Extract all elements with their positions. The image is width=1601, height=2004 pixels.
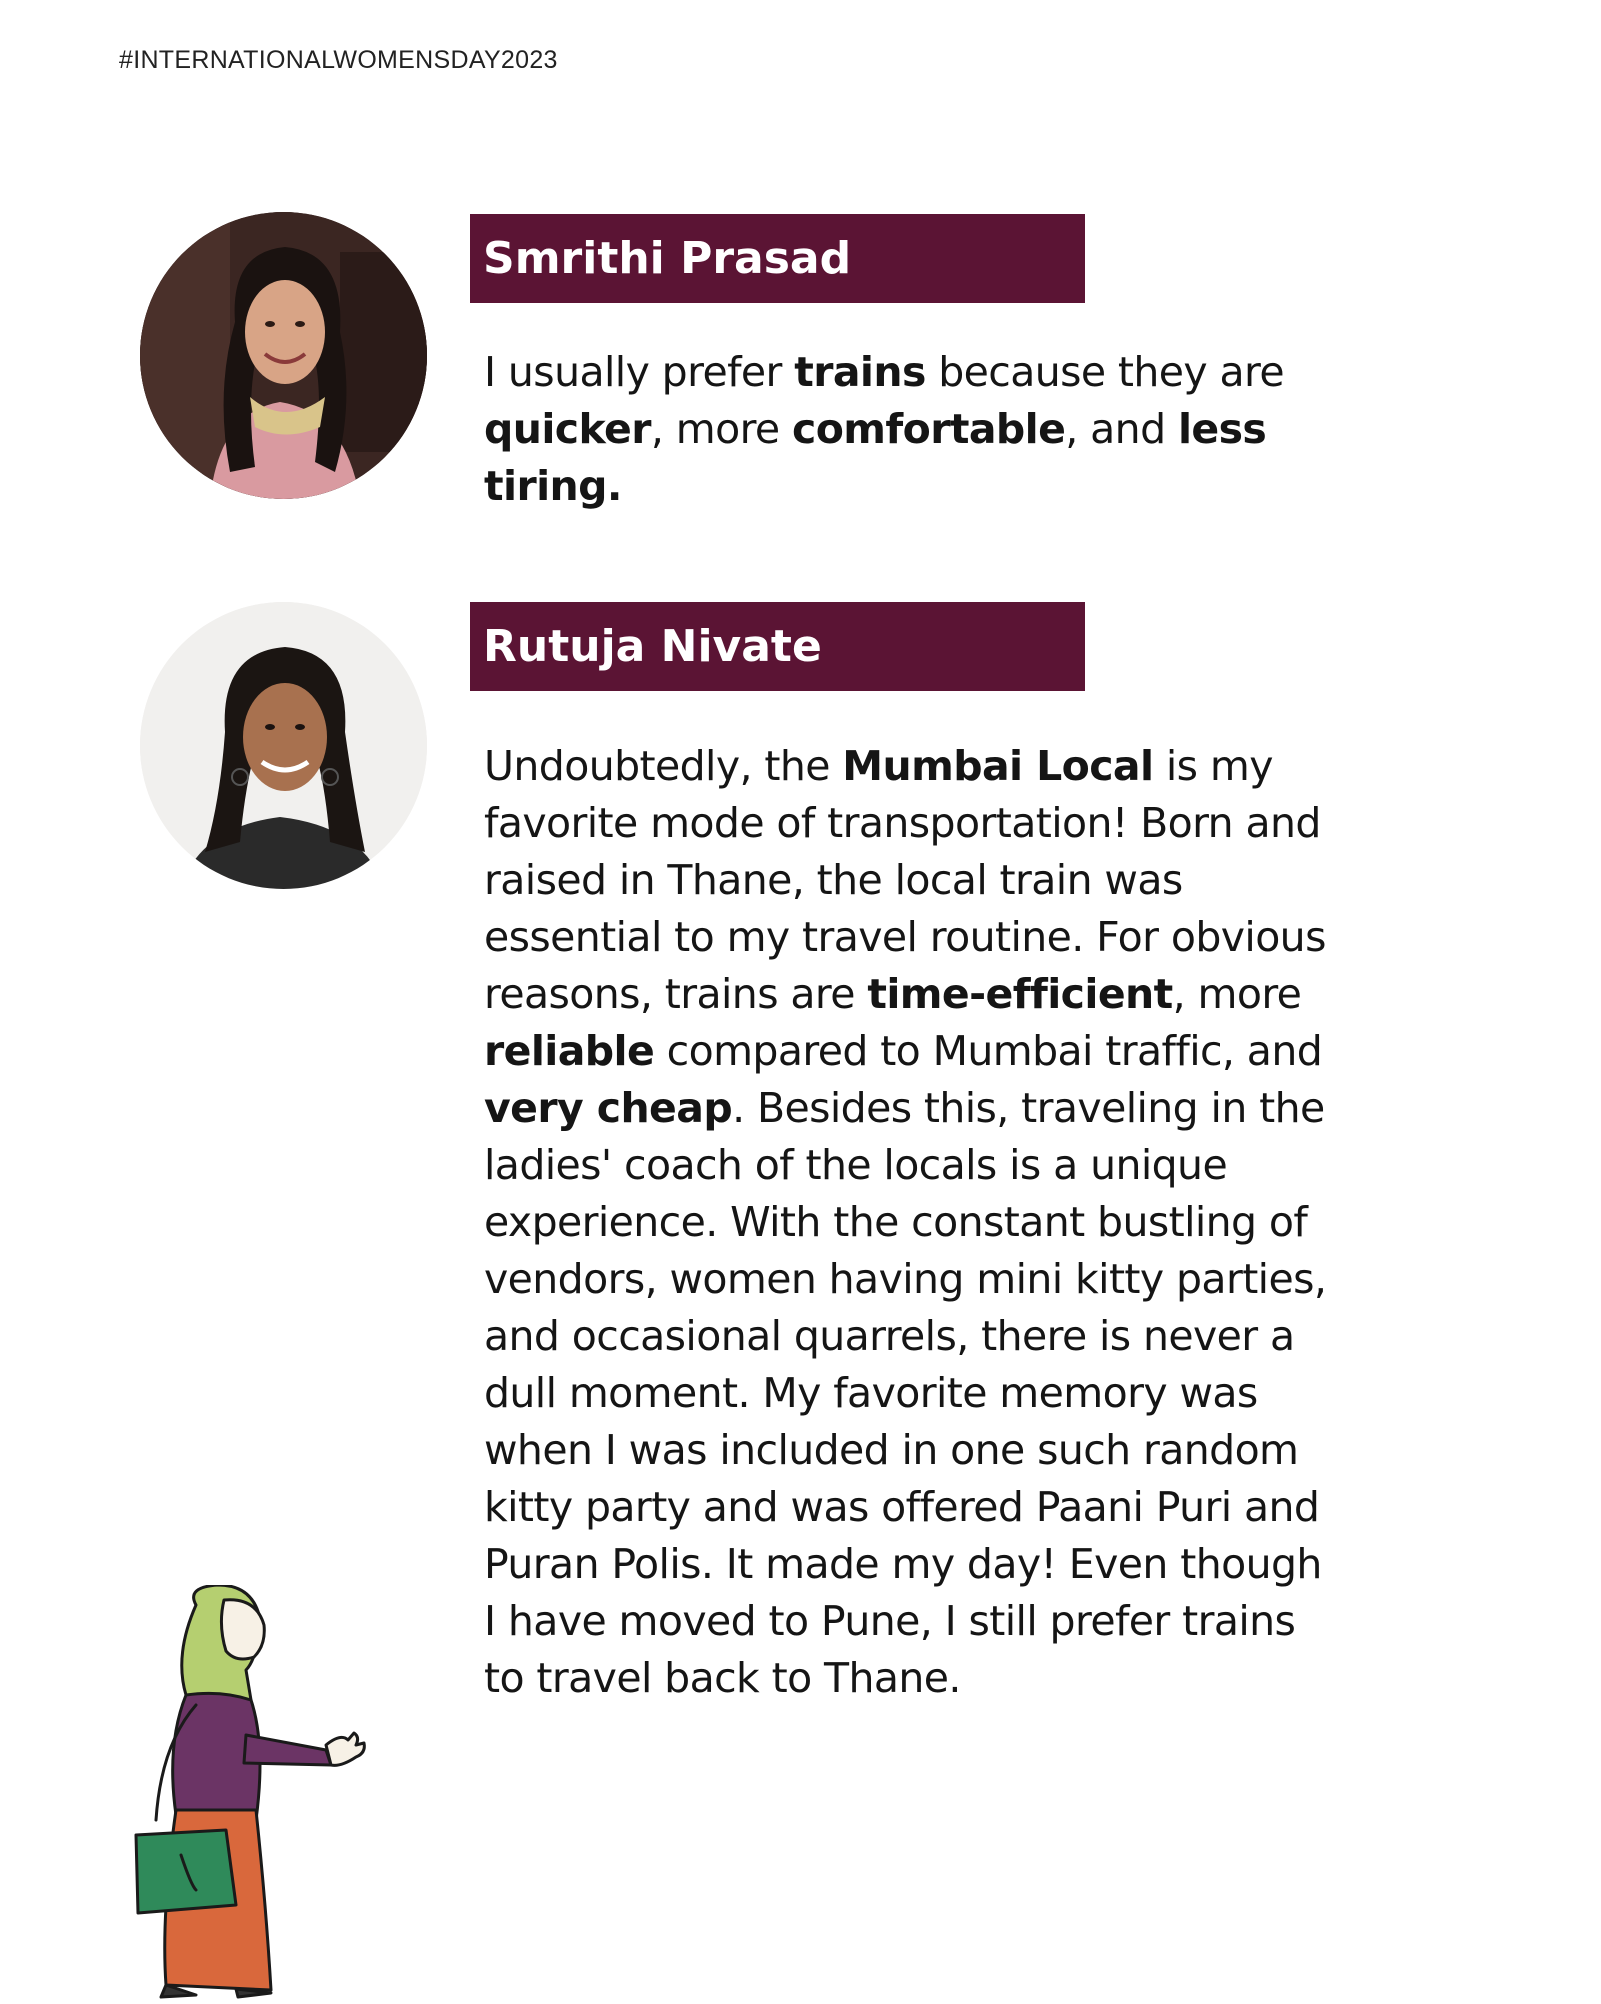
quote-line	[484, 1251, 1326, 1308]
quote-line	[484, 1593, 1326, 1650]
quote-text: Puran Polis. It made my day! Even though	[484, 1540, 1322, 1588]
quote-text: dull moment. My favorite memory was	[484, 1369, 1258, 1417]
quote-text: reasons, trains are	[484, 970, 868, 1018]
quote-text: because they are	[925, 348, 1285, 396]
quote-line	[484, 1137, 1326, 1194]
testimonial-name: Smrithi Prasad	[483, 233, 852, 284]
name-bar-smrithi-prasad	[470, 214, 1085, 303]
quote-text: when I was included in one such random	[484, 1426, 1299, 1474]
quote-text: , more	[1172, 970, 1302, 1018]
quote-text: , more	[650, 405, 792, 453]
quote-bold-text: less	[1177, 405, 1267, 453]
quote-line	[484, 344, 1284, 401]
testimonial-name: Rutuja Nivate	[483, 621, 822, 672]
quote-text: ladies' coach of the locals is a unique	[484, 1141, 1228, 1189]
name-bar-rutuja-nivate	[470, 602, 1085, 691]
portrait-woman-1	[140, 212, 427, 499]
testimonial-quote-smrithi	[484, 344, 1284, 515]
quote-line	[484, 852, 1326, 909]
quote-line	[484, 738, 1326, 795]
portrait-woman-2	[140, 602, 427, 889]
quote-text: favorite mode of transportation! Born and	[484, 799, 1321, 847]
quote-bold-text: reliable	[484, 1027, 655, 1075]
testimonial-quote-rutuja	[484, 738, 1326, 1707]
quote-bold-text: tiring.	[484, 462, 622, 510]
quote-bold-text: very cheap	[484, 1084, 733, 1132]
quote-line	[484, 1365, 1326, 1422]
quote-bold-text: comfortable	[792, 405, 1066, 453]
quote-line	[484, 966, 1326, 1023]
quote-text: to travel back to Thane.	[484, 1654, 961, 1702]
quote-line	[484, 909, 1326, 966]
quote-line	[484, 401, 1284, 458]
quote-line	[484, 1422, 1326, 1479]
quote-text: and occasional quarrels, there is never a	[484, 1312, 1295, 1360]
quote-line	[484, 458, 1284, 515]
avatar-rutuja-nivate	[140, 602, 427, 889]
quote-line	[484, 795, 1326, 852]
quote-line	[484, 1194, 1326, 1251]
quote-text: . Besides this, traveling in the	[732, 1084, 1325, 1132]
quote-line	[484, 1650, 1326, 1707]
quote-line	[484, 1479, 1326, 1536]
quote-line	[484, 1308, 1326, 1365]
quote-text: I have moved to Pune, I still prefer trains	[484, 1597, 1296, 1645]
quote-bold-text: Mumbai Local	[842, 742, 1154, 790]
quote-line	[484, 1023, 1326, 1080]
quote-bold-text: trains	[794, 348, 926, 396]
quote-text: kitty party and was offered Paani Puri and	[484, 1483, 1320, 1531]
quote-text: vendors, women having mini kitty parties,	[484, 1255, 1327, 1303]
walking-woman-illustration	[126, 1585, 386, 2000]
avatar-smrithi-prasad	[140, 212, 427, 499]
quote-text: is my	[1153, 742, 1273, 790]
quote-line	[484, 1536, 1326, 1593]
quote-text: experience. With the constant bustling of	[484, 1198, 1308, 1246]
hashtag-header: #INTERNATIONALWOMENSDAY2023	[119, 46, 558, 74]
quote-text: raised in Thane, the local train was	[484, 856, 1183, 904]
woman-with-bag-icon	[126, 1585, 386, 2000]
quote-bold-text: time-efficient	[867, 970, 1173, 1018]
quote-text: , and	[1065, 405, 1178, 453]
quote-text: I usually prefer	[484, 348, 795, 396]
quote-bold-text: quicker	[484, 405, 651, 453]
quote-text: compared to Mumbai traffic, and	[654, 1027, 1323, 1075]
quote-line	[484, 1080, 1326, 1137]
quote-text: essential to my travel routine. For obvious	[484, 913, 1326, 961]
quote-text: Undoubtedly, the	[484, 742, 843, 790]
